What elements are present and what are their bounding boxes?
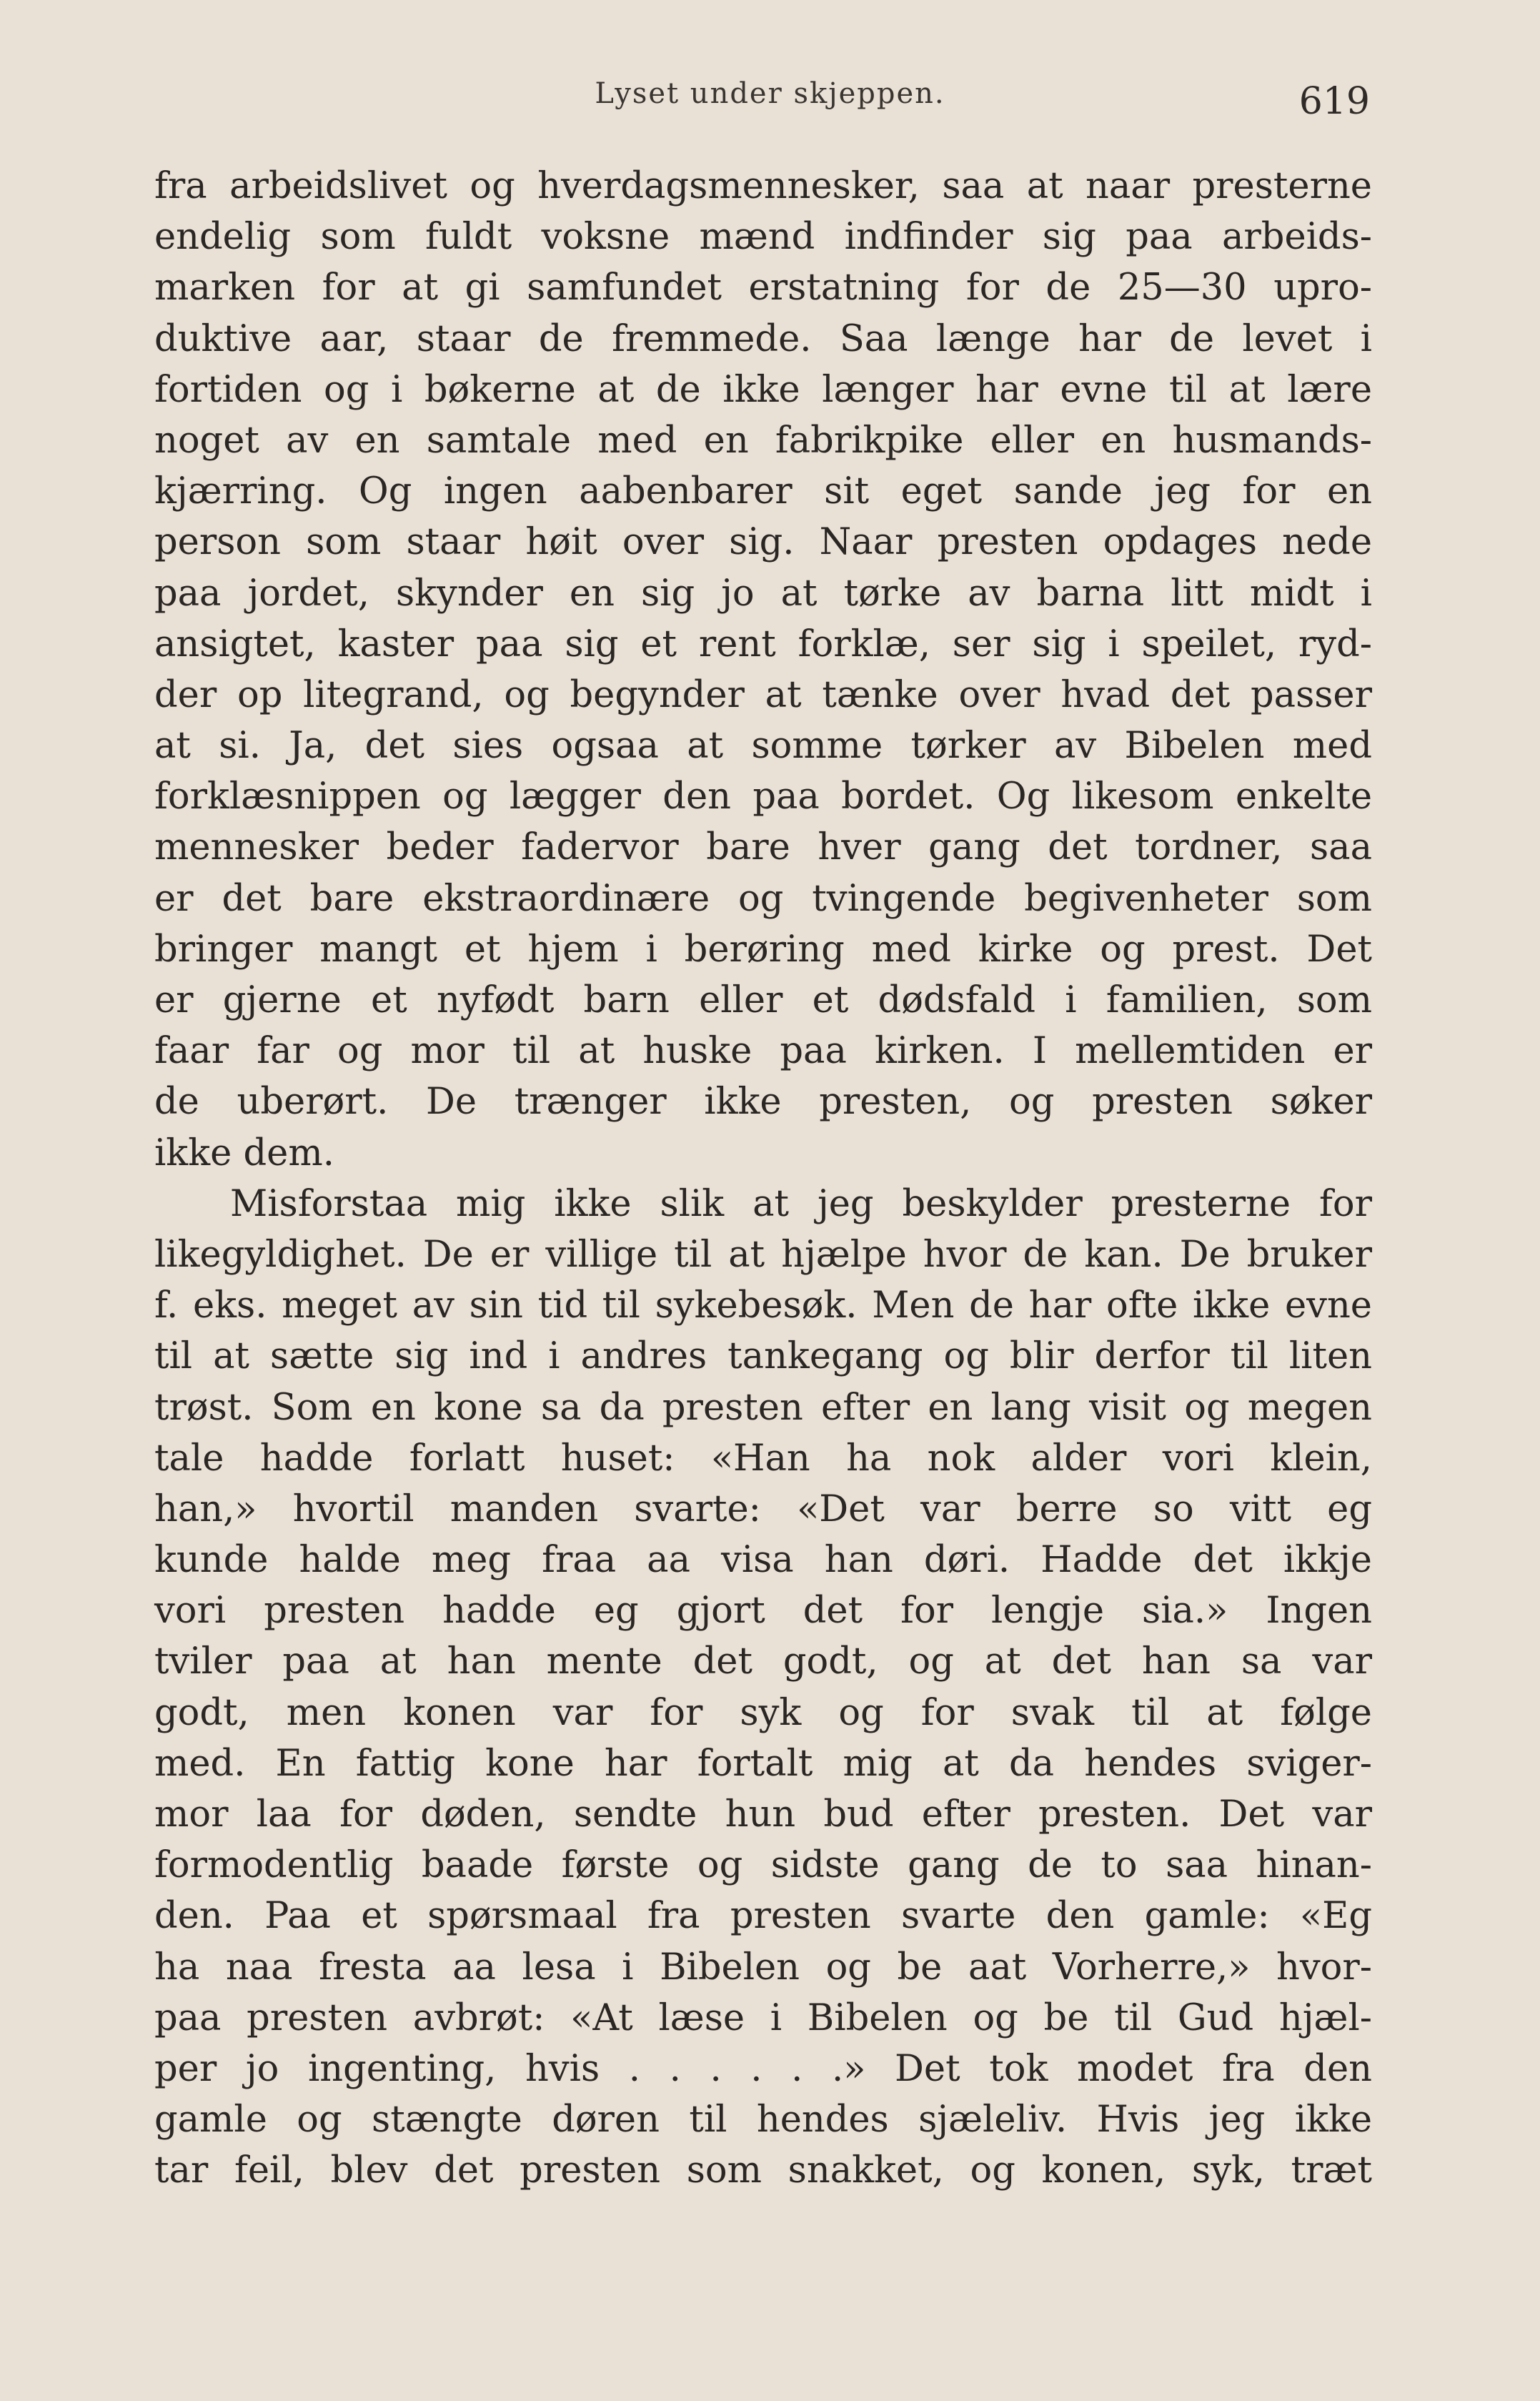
text-line: bringer mangt et hjem i berøring med kirke og prest. Det <box>154 928 1372 971</box>
text-line: tar feil, blev det presten som snakket, og konen, syk, træt <box>154 2149 1372 2192</box>
text-line: kunde halde meg fraa aa visa han døri. Hadde det ikkje <box>154 1539 1372 1582</box>
text-line: duktive aar, staar de fremmede. Saa længe har de levet i <box>154 317 1372 360</box>
text-line: der op litegrand, og begynder at tænke over hvad det passer <box>154 673 1372 716</box>
text-line: ansigtet, kaster paa sig et rent forklæ, ser sig i speilet, ryd- <box>154 623 1372 665</box>
text-line: paa jordet, skynder en sig jo at tørke av barna litt midt i <box>154 572 1372 615</box>
body-text <box>154 161 1372 2197</box>
text-line: noget av en samtale med en fabrikpike eller en husmands- <box>154 419 1372 462</box>
text-line: person som staar høit over sig. Naar presten opdages nede <box>154 521 1372 564</box>
text-line: ha naa fresta aa lesa i Bibelen og be aat Vorherre,» hvor- <box>154 1946 1372 1989</box>
text-line: godt, men konen var for syk og for svak til at følge <box>154 1691 1372 1734</box>
text-line: at si. Ja, det sies ogsaa at somme tørker av Bibelen med <box>154 725 1372 768</box>
text-line: trøst. Som en kone sa da presten efter en lang visit og megen <box>154 1386 1372 1429</box>
text-line: likegyldighet. De er villige til at hjælpe hvor de kan. De bruker <box>154 1233 1372 1276</box>
text-line: kjærring. Og ingen aabenbarer sit eget sande jeg for en <box>154 470 1372 513</box>
page-number: 619 <box>1298 80 1370 123</box>
text-line: formodentlig baade første og sidste gang de to saa hinan- <box>154 1844 1372 1887</box>
text-line: mennesker beder fadervor bare hver gang det tordner, saa <box>154 826 1372 869</box>
text-line: med. En fattig kone har fortalt mig at da hendes sviger- <box>154 1742 1372 1785</box>
running-title: Lyset under skjeppen. <box>595 77 945 110</box>
text-line: Misforstaa mig ikke slik at jeg beskylder presterne for <box>230 1182 1372 1225</box>
text-line: den. Paa et spørsmaal fra presten svarte den gamle: «Eg <box>154 1895 1372 1938</box>
text-line: fra arbeidslivet og hverdagsmennesker, saa at naar presterne <box>154 165 1372 207</box>
text-line: er gjerne et nyfødt barn eller et dødsfald i familien, som <box>154 979 1372 1021</box>
text-line: de uberørt. De trænger ikke presten, og presten søker <box>154 1081 1372 1124</box>
text-line: forklæsnippen og lægger den paa bordet. Og likesom enkelte <box>154 776 1372 818</box>
text-line: endelig som fuldt voksne mænd indfinder sig paa arbeids- <box>154 216 1372 259</box>
text-line: tviler paa at han mente det godt, og at det han sa var <box>154 1640 1372 1683</box>
text-line: er det bare ekstraordinære og tvingende begivenheter som <box>154 877 1372 920</box>
text-line: han,» hvortil manden svarte: «Det var berre so vitt eg <box>154 1487 1372 1530</box>
text-line: tale hadde forlatt huset: «Han ha nok alder vori klein, <box>154 1437 1372 1480</box>
text-line: marken for at gi samfundet erstatning for de 25—30 upro- <box>154 267 1372 310</box>
text-line: mor laa for døden, sendte hun bud efter presten. Det var <box>154 1793 1372 1836</box>
text-line: til at sætte sig ind i andres tankegang og blir derfor til liten <box>154 1335 1372 1378</box>
text-line: f. eks. meget av sin tid til sykebesøk. Men de har ofte ikke evne <box>154 1284 1372 1327</box>
text-line: ikke dem. <box>154 1132 334 1174</box>
text-line: gamle og stængte døren til hendes sjæleliv. Hvis jeg ikke <box>154 2099 1372 2142</box>
text-line: paa presten avbrøt: «At læse i Bibelen og be til Gud hjæl- <box>154 1996 1372 2039</box>
text-line: per jo ingenting, hvis . . . . . .» Det tok modet fra den <box>154 2047 1372 2090</box>
text-line: fortiden og i bøkerne at de ikke længer har evne til at lære <box>154 368 1372 411</box>
text-line: faar far og mor til at huske paa kirken. I mellemtiden er <box>154 1030 1372 1073</box>
text-line: vori presten hadde eg gjort det for lengje sia.» Ingen <box>154 1590 1372 1633</box>
